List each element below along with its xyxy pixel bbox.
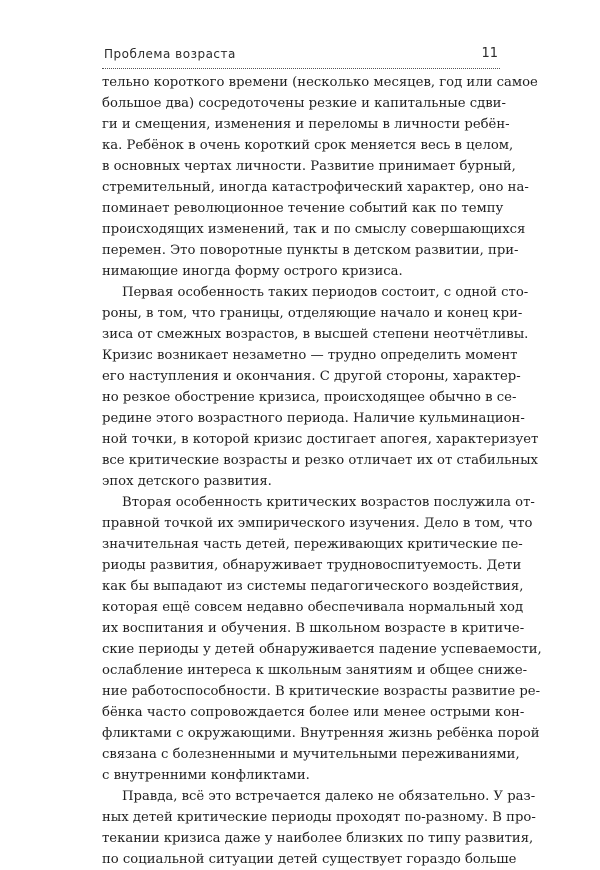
text-line: ной точки, в которой кризис достигает апогея, характеризует [102, 432, 539, 447]
text-line: перемен. Это поворотные пункты в детском развитии, при- [102, 243, 519, 258]
running-header [102, 42, 500, 69]
text-line: значительная часть детей, переживающих критические пе- [102, 537, 523, 552]
text-line: с внутренними конфликтами. [102, 768, 310, 783]
text-line: происходящих изменений, так и по смыслу совершающихся [102, 222, 526, 237]
text-line: ги и смещения, изменения и переломы в личности ребён- [102, 117, 510, 132]
text-line: редине этого возрастного периода. Наличие кульминацион- [102, 411, 525, 426]
text-line: ных детей критические периоды проходят по-разному. В про- [102, 810, 536, 825]
text-line: риоды развития, обнаруживает трудновоспитуемость. Дети [102, 558, 522, 573]
text-line: правной точкой их эмпирического изучения. Дело в том, что [102, 516, 533, 531]
text-body [102, 72, 542, 870]
text-line: текании кризиса даже у наиболее близких по типу развития, [102, 831, 534, 846]
text-line: в основных чертах личности. Развитие принимает бурный, [102, 159, 516, 174]
text-line: фликтами с окружающими. Внутренняя жизнь ребёнка порой [102, 726, 540, 741]
text-line: поминает революционное течение событий как по темпу [102, 201, 504, 216]
running-title: Проблема возраста [104, 47, 236, 61]
text-line: стремительный, иногда катастрофический характер, оно на- [102, 180, 529, 195]
text-line: их воспитания и обучения. В школьном возрасте в критиче- [102, 621, 525, 636]
text-line: зиса от смежных возрастов, в высшей степени неотчётливы. [102, 327, 529, 342]
text-line: тельно короткого времени (несколько месяцев, год или самое [102, 75, 538, 90]
text-line: ослабление интереса к школьным занятиям и общее сниже- [102, 663, 528, 678]
text-line: как бы выпадают из системы педагогического воздействия, [102, 579, 524, 594]
paragraph-4 [102, 786, 536, 870]
text-line: по социальной ситуации детей существует гораздо больше [102, 852, 517, 867]
paragraph-1 [102, 72, 538, 282]
text-line: нимающие иногда форму острого кризиса. [102, 264, 403, 279]
text-line: Кризис возникает незаметно — трудно определить момент [102, 348, 518, 363]
text-line: связана с болезненными и мучительными переживаниями, [102, 747, 520, 762]
text-line: Вторая особенность критических возрастов послужила от- [122, 495, 535, 510]
paragraph-2 [102, 282, 539, 492]
text-line: которая ещё совсем недавно обеспечивала нормальный ход [102, 600, 524, 615]
text-line: эпох детского развития. [102, 474, 272, 489]
paragraph-3 [102, 492, 542, 786]
text-line: ка. Ребёнок в очень короткий срок меняется весь в целом, [102, 138, 514, 153]
text-line: ние работоспособности. В критические возрасты развитие ре- [102, 684, 541, 699]
text-line: но резкое обострение кризиса, происходящее обычно в се- [102, 390, 517, 405]
text-line: его наступления и окончания. С другой стороны, характер- [102, 369, 521, 384]
text-line: ские периоды у детей обнаруживается падение успеваемости, [102, 642, 542, 657]
text-line: все критические возрасты и резко отличает их от стабильных [102, 453, 538, 468]
text-line: Первая особенность таких периодов состоит, с одной сто- [122, 285, 529, 300]
text-line: бёнка часто сопровождается более или менее острыми кон- [102, 705, 525, 720]
text-line: большое два) сосредоточены резкие и капитальные сдви- [102, 96, 506, 111]
page-number: 11 [481, 46, 498, 61]
text-line: Правда, всё это встречается далеко не обязательно. У раз- [122, 789, 536, 804]
text-line: роны, в том, что границы, отделяющие начало и конец кри- [102, 306, 523, 321]
